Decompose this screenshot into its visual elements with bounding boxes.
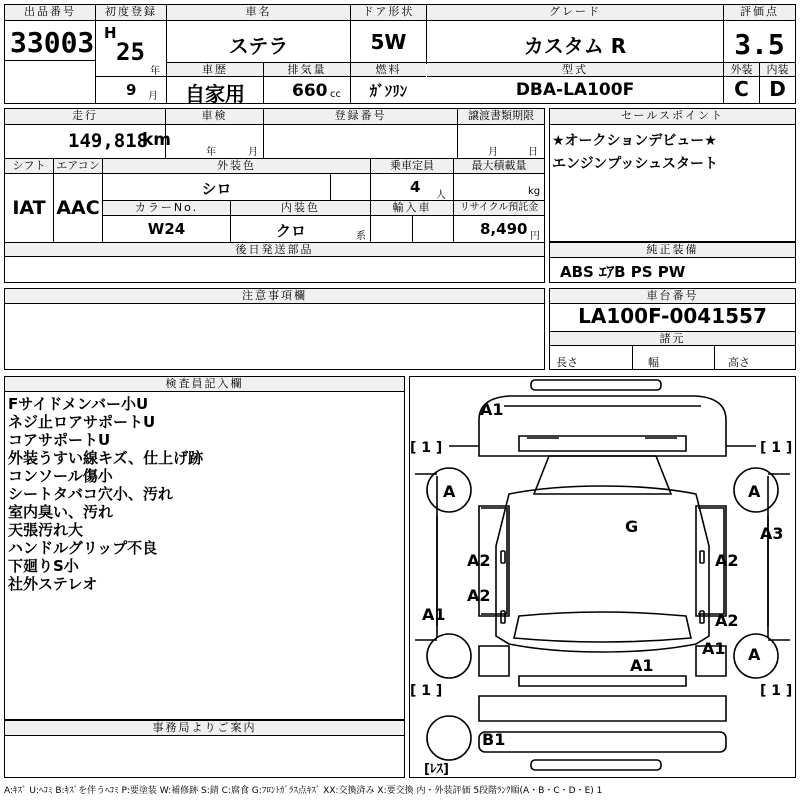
ext-color-label: 外装色 — [103, 159, 370, 174]
inspection-label: 車検 — [166, 109, 263, 125]
door-label: ドア形状 — [351, 5, 426, 21]
mark-a1-right: A1 — [702, 639, 726, 658]
mark-g-windshield: G — [625, 517, 639, 536]
mark-a-rr: A — [748, 645, 761, 664]
specs-label: 諸元 — [550, 332, 795, 346]
note-line: ネジ止ロアサポートU — [8, 413, 156, 431]
import-label: 輸入車 — [371, 201, 453, 216]
displacement: 660 — [292, 81, 328, 101]
sales-points-block — [549, 108, 796, 242]
capacity: 4 — [410, 178, 421, 196]
equipment-list: ABS ｴｱB PS PW — [560, 263, 686, 281]
displacement-label: 排気量 — [264, 63, 350, 77]
inspection-month-unit: 月 — [248, 147, 258, 158]
first-reg-label: 初度登録 — [96, 5, 166, 21]
car-diagram-svg — [409, 376, 796, 778]
score: 3.5 — [734, 28, 785, 61]
note-line: 社外ステレオ — [8, 575, 98, 593]
int-color: クロ — [275, 222, 306, 240]
mileage: 149,818 — [68, 130, 149, 152]
mark-bracket-rl: [ 1 ] — [410, 683, 443, 699]
recycle-fee: 8,490 — [480, 220, 528, 238]
shift-label: シフト — [5, 159, 53, 174]
fuel: ｶﾞｿﾘﾝ — [369, 82, 408, 100]
int-color-label: 内装色 — [231, 201, 370, 216]
mark-les: [ﾚｽ] — [424, 762, 449, 777]
sales-point-2: エンジンプッシュスタート — [552, 156, 719, 172]
first-reg-month: 9 — [126, 81, 137, 99]
mark-bracket-fr: [ 1 ] — [760, 440, 793, 456]
transfer-day-unit: 日 — [528, 147, 538, 158]
grade-label: グレード — [427, 5, 723, 21]
month-unit: 月 — [148, 91, 158, 102]
note-line: 天張汚れ大 — [8, 521, 84, 539]
mark-a2-right-1: A2 — [715, 551, 739, 570]
mark-a2-left-1: A2 — [467, 551, 491, 570]
exterior-grade: C — [734, 77, 749, 101]
mark-a3-right: A3 — [760, 524, 784, 543]
interior-grade: D — [769, 77, 786, 101]
office-label: 事務局よりご案内 — [5, 721, 404, 736]
note-line: 外装うすい線キズ、仕上げ跡 — [8, 449, 204, 467]
note-line: 室内臭い、汚れ — [8, 503, 114, 521]
car-name-label: 車名 — [167, 5, 350, 21]
mark-a-fl: A — [443, 482, 456, 501]
recycle-label: リサイクル預託金 — [454, 201, 544, 216]
inspector-notes — [8, 395, 203, 593]
shift: IAT — [12, 197, 46, 219]
car-name: ステラ — [228, 34, 289, 58]
exterior-label: 外装 — [724, 63, 759, 77]
sales-point-1: ★オークションデビュー★ — [552, 133, 717, 149]
legend: A:ｷｽﾞ U:ﾍｺﾐ B:ｷｽﾞを伴うﾍｺﾐ P:要塗装 W:補修跡 S:錆 C:腐食 G:ﾌﾛﾝﾄｶﾞﾗｽ点ｷｽﾞ XX:交換済み X:要交換 内・外装評価 5段階ﾗﾝｸ順(A・B・C・D・E) 1 — [4, 786, 603, 796]
note-line: Fサイドメンバー小U — [8, 395, 149, 413]
model-label: 型式 — [427, 63, 723, 77]
color-no: W24 — [147, 220, 186, 238]
model-code: DBA-LA100F — [515, 80, 635, 100]
door-type: 5W — [370, 30, 407, 54]
mark-bracket-rr: [ 1 ] — [760, 683, 793, 699]
inspection-year-unit: 年 — [206, 147, 216, 158]
mark-a2-right-2: A2 — [715, 611, 739, 630]
interior-label: 内装 — [760, 63, 795, 77]
plate-label: 登録番号 — [264, 109, 457, 125]
color-no-label: カラーNo. — [103, 201, 230, 216]
mark-a1-roof: A1 — [630, 656, 654, 675]
year-unit: 年 — [150, 66, 160, 77]
mark-a1-front: A1 — [480, 400, 504, 419]
transfer-month-unit: 月 — [488, 147, 498, 158]
chassis-label: 車台番号 — [550, 289, 795, 304]
spec-width: 幅 — [648, 356, 659, 369]
int-color-unit: 系 — [356, 231, 366, 242]
max-load-unit: kg — [528, 186, 541, 197]
note-line: ハンドルグリップ不良 — [8, 539, 158, 557]
fuel-label: 燃料 — [351, 63, 426, 77]
capacity-label: 乗車定員 — [371, 159, 453, 174]
displacement-unit: cc — [330, 89, 341, 100]
sales-points-label: セールスポイント — [550, 109, 795, 125]
history-label: 車歴 — [167, 63, 263, 77]
mark-bracket-fl: [ 1 ] — [410, 440, 443, 456]
air-conditioner: AAC — [56, 197, 100, 219]
inspector-label: 検査員記入欄 — [5, 377, 404, 392]
first-reg-year: 25 — [116, 38, 145, 66]
history: 自家用 — [185, 82, 245, 106]
spec-length: 長さ — [556, 356, 578, 369]
max-load-label: 最大積載量 — [454, 159, 544, 174]
note-line: 下廻りS小 — [8, 557, 79, 575]
ext-color: シロ — [201, 180, 232, 198]
mark-a2-left-2: A2 — [467, 586, 491, 605]
equipment-label: 純正装備 — [550, 243, 795, 258]
grade: カスタム R — [523, 34, 627, 58]
transfer-deadline-label: 譲渡書類期限 — [458, 109, 544, 125]
mileage-unit: km — [142, 130, 172, 150]
ac-label: エアコン — [54, 159, 102, 174]
note-line: シートタバコ穴小、汚れ — [8, 485, 173, 503]
chassis-number: LA100F-0041557 — [578, 304, 767, 328]
mileage-label: 走行 — [5, 109, 165, 125]
rear-parts-label: 後日発送部品 — [5, 243, 544, 257]
capacity-unit: 人 — [436, 190, 446, 201]
note-line: コンソール傷小 — [8, 467, 113, 485]
notes-label: 注意事項欄 — [5, 289, 544, 304]
score-label: 評価点 — [724, 5, 795, 21]
spec-height: 高さ — [728, 356, 750, 369]
mark-a1-left: A1 — [422, 605, 446, 624]
lot-label: 出品番号 — [5, 5, 95, 21]
note-line: コアサポートU — [8, 431, 111, 449]
lot-number: 33003 — [10, 26, 95, 59]
recycle-unit: 円 — [530, 231, 540, 242]
mark-b1-rear: B1 — [482, 730, 506, 749]
mark-a-fr: A — [748, 482, 761, 501]
first-reg-era: H — [104, 24, 117, 42]
